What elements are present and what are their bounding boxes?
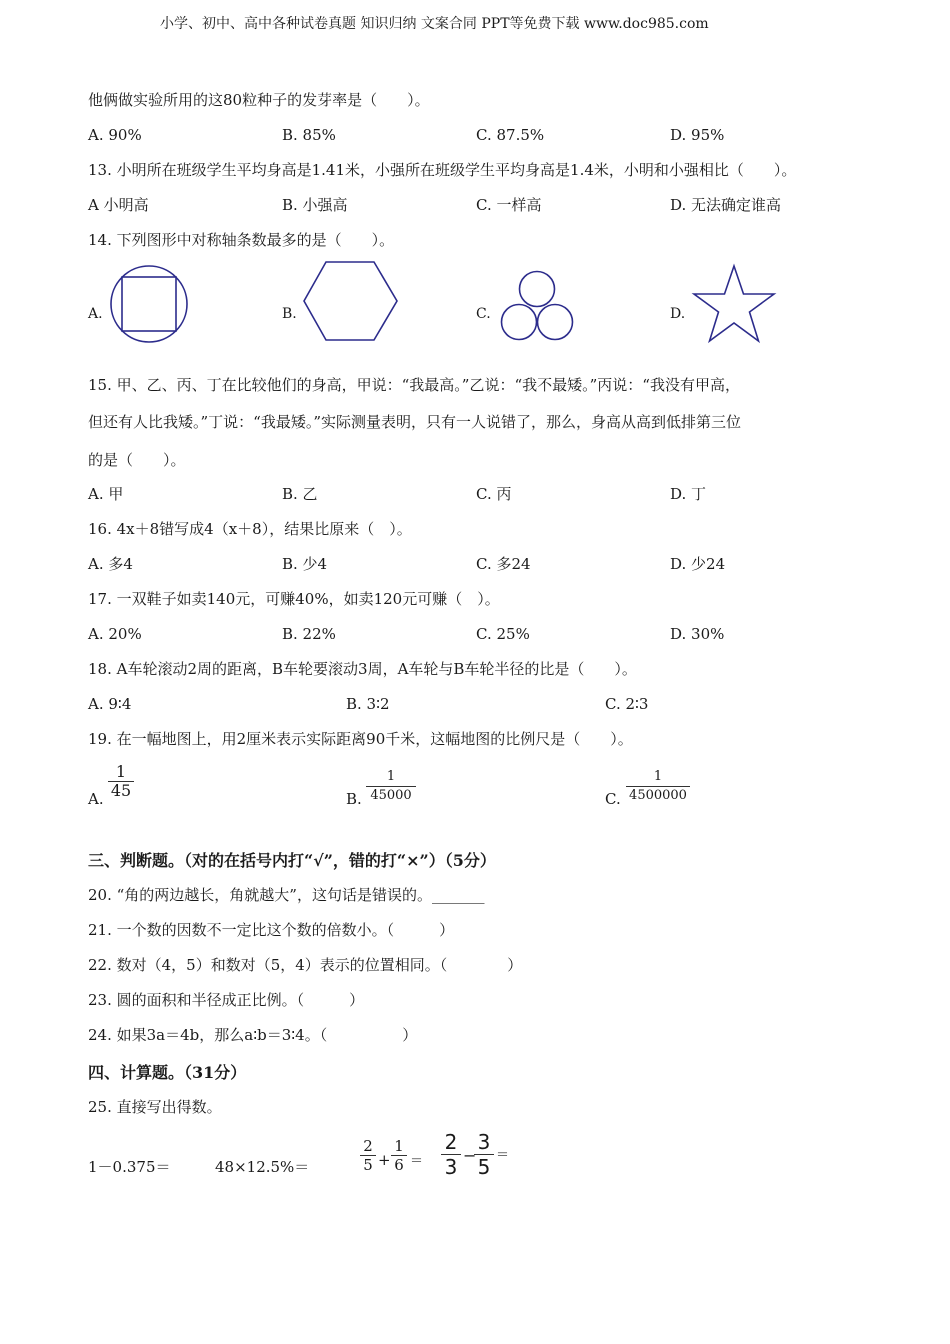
q14-label-c: C. (476, 306, 491, 322)
q12-option-b: B. 85% (282, 126, 336, 144)
q25-stem: 25. 直接写出得数。 (88, 1098, 222, 1116)
calc4-operator: − (463, 1146, 477, 1165)
section-3-title: 三、判断题。（对的在括号内打“√”，错的打“×”）（5分） (88, 851, 496, 870)
circle-with-square-icon (110, 265, 190, 345)
q19-b-denominator: 45000 (370, 788, 412, 803)
q12-stem: 他俩做实验所用的这80粒种子的发芽率是（ ）。 (88, 91, 430, 109)
q23-item: 23. 圆的面积和半径成正比例。（ ） (88, 991, 365, 1009)
three-circles-icon (498, 271, 578, 345)
q18-option-c: C. 2∶3 (605, 695, 649, 713)
q12-option-d: D. 95% (670, 126, 725, 144)
q14-stem: 14. 下列图形中对称轴条数最多的是（ ）。 (88, 231, 395, 249)
q16-option-d: D. 少24 (670, 555, 726, 573)
q18-stem: 18. A车轮滚动2周的距离，B车轮要滚动3周，A车轮与B车轮半径的比是（ ）。 (88, 660, 637, 678)
q13-option-c: C. 一样高 (476, 196, 542, 214)
hexagon-icon (303, 261, 399, 343)
q15-line-3: 的是（ ）。 (88, 451, 186, 469)
q15-option-c: C. 丙 (476, 485, 512, 503)
q18-option-b: B. 3∶2 (346, 695, 390, 713)
page-header: 小学、初中、高中各种试卷真题 知识归纳 文案合同 PPT等免费下载 www.doc985.com (160, 16, 709, 32)
q12-option-c: C. 87.5% (476, 126, 545, 144)
q13-stem: 13. 小明所在班级学生平均身高是1.41米，小强所在班级学生平均身高是1.4米，小明和小强相比（ ）。 (88, 161, 797, 179)
q19-a-numerator: 1 (115, 762, 127, 781)
calc-expression-2: 48×12.5%＝ (215, 1158, 310, 1176)
calc3-equals: ＝ (410, 1154, 424, 1169)
q19-b-numerator: 1 (386, 769, 396, 784)
calc-expression-1: 1－0.375＝ (88, 1158, 171, 1176)
q22-item: 22. 数对（4，5）和数对（5，4）表示的位置相同。（ ） (88, 956, 523, 974)
q15-option-d: D. 丁 (670, 485, 707, 503)
calc3-fraction-1: 2 5 (360, 1137, 376, 1174)
q14-label-a: A. (88, 306, 103, 322)
q13-option-d: D. 无法确定谁高 (670, 196, 782, 214)
calc4-equals: ＝ (496, 1148, 510, 1163)
q19-fraction-a (108, 763, 134, 800)
q18-option-a: A. 9∶4 (88, 695, 132, 713)
q16-option-c: C. 多24 (476, 555, 531, 573)
q16-option-b: B. 少4 (282, 555, 328, 573)
q21-item: 21. 一个数的因数不一定比这个数的倍数小。（ ） (88, 921, 455, 939)
q16-stem: 16. 4x＋8错写成4（x＋8），结果比原来（ ）。 (88, 520, 412, 538)
q16-option-a: A. 多4 (88, 555, 133, 573)
q15-line-2: 但还有人比我矮。”丁说：“我最矮。”实际测量表明，只有一人说错了，那么，身高从高到低排第三位 (88, 413, 742, 431)
q19-stem: 19. 在一幅地图上，用2厘米表示实际距离90千米，这幅地图的比例尺是（ ）。 (88, 730, 633, 748)
q19-label-a: A. (88, 790, 104, 808)
q24-item: 24. 如果3a＝4b，那么a∶b＝3∶4。（ ） (88, 1026, 418, 1044)
q19-fraction-c (626, 768, 690, 805)
q14-label-d: D. (670, 306, 686, 322)
calc3-operator: + (378, 1151, 391, 1169)
q12-option-a: A. 90% (88, 126, 142, 144)
q19-c-numerator: 1 (653, 769, 663, 784)
q17-option-c: C. 25% (476, 625, 530, 643)
q20-item: 20. “角的两边越长，角就越大”，这句话是错误的。_______ (88, 886, 485, 904)
q19-label-b: B. (346, 790, 362, 808)
q19-fraction-b (366, 768, 416, 805)
q17-option-d: D. 30% (670, 625, 725, 643)
q15-line-1: 15. 甲、乙、丙、丁在比较他们的身高，甲说：“我最高。”乙说：“我不最矮。”丙说：“我没有甲高， (88, 376, 740, 394)
calc3-fraction-2: 1 6 (391, 1137, 407, 1174)
star-icon (693, 264, 777, 344)
q17-option-a: A. 20% (88, 625, 142, 643)
section-4-title: 四、计算题。（31分） (88, 1063, 247, 1082)
q19-label-c: C. (605, 790, 621, 808)
q15-option-a: A. 甲 (88, 485, 124, 503)
q13-option-a: A 小明高 (88, 196, 149, 214)
q19-a-denominator: 45 (110, 781, 132, 800)
q17-stem: 17. 一双鞋子如卖140元，可赚40%，如卖120元可赚（ ）。 (88, 590, 500, 608)
q15-option-b: B. 乙 (282, 485, 318, 503)
calc4-fraction-1: 2 3 (441, 1130, 461, 1179)
q17-option-b: B. 22% (282, 625, 336, 643)
q13-option-b: B. 小强高 (282, 196, 348, 214)
q19-c-denominator: 4500000 (629, 788, 687, 803)
calc4-fraction-2: 3 5 (474, 1130, 494, 1179)
q14-label-b: B. (282, 306, 297, 322)
